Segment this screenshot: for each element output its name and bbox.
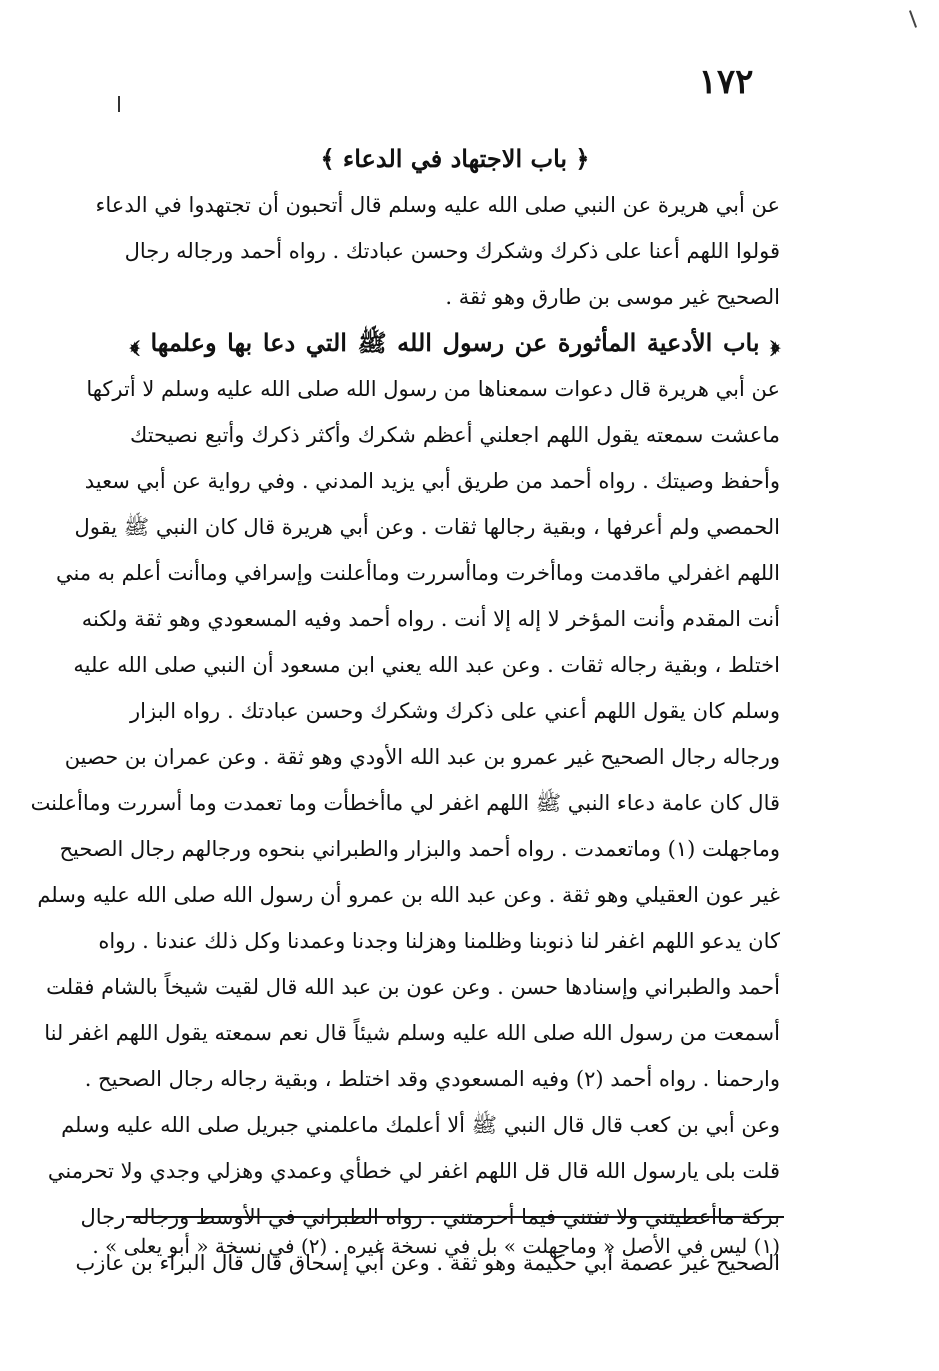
section-heading: ﴿ باب الأدعية المأثورة عن رسول الله ﷺ التي دعا بها وعلمها ﴾ [130,328,780,357]
text-line: أحمد والطبراني وإسنادها حسن . وعن عون بن عبد الله قال لقيت شيخاً بالشام فقلت [46,975,780,999]
footnote-divider [126,1216,784,1218]
text-line: وسلم كان يقول اللهم أعني على ذكرك وشكرك وحسن عبادتك . رواه البزار [130,699,780,723]
text-line: أسمعت من رسول الله صلى الله عليه وسلم شيئاً قال نعم سمعته يقول اللهم اغفر لنا [44,1021,780,1045]
text-line: ورجاله رجال الصحيح غير عمرو بن عبد الله الأودي وهو ثقة . وعن عمران بن حصين [64,745,780,769]
text-line: اللهم اغفرلي ماقدمت وماأخرت وماأسررت وماأعلنت وإسرافي وماأنت أعلم به مني [56,561,780,585]
text-line: عن أبي هريرة عن النبي صلى الله عليه وسلم قال أتحبون أن تجتهدوا في الدعاء [95,193,780,217]
text-line: غير عون العقيلي وهو ثقة . وعن عبد الله بن عمرو أن رسول الله صلى الله عليه وسلم [37,883,780,907]
text-line: وعن أبي بن كعب قال قال النبي ﷺ ألا أعلمك ماعلمني جبريل صلى الله عليه وسلم [61,1113,780,1137]
text-line: الصحيح غير موسى بن طارق وهو ثقة . [445,285,780,309]
text-line: وماجهلت (١) وماتعمدت . رواه أحمد والبزار والطبراني بنحوه ورجالهم رجال الصحيح [59,837,780,861]
footnote: (١) ليس في الأصل « وماجهلت » بل في نسخة غيره . (٢) في نسخة « أبو يعلى » . [92,1234,780,1258]
text-line: عن أبي هريرة قال دعوات سمعناها من رسول الله صلى الله عليه وسلم لا أتركها [86,377,780,401]
page-number: ١٧٢ [698,62,754,102]
text-line: قال كان عامة دعاء النبي ﷺ اللهم اغفر لي ماأخطأت وما تعمدت وما أسررت وماأعلنت [30,791,780,815]
text-line: وارحمنا . رواه أحمد (٢) وفيه المسعودي وقد اختلط ، وبقية رجاله رجال الصحيح . [84,1067,780,1091]
scan-artifact [118,96,120,112]
text-line: قلت بلى يارسول الله قال قل اللهم اغفر لي خطأي وعمدي وهزلي وجدي ولا تحرمني [47,1159,780,1183]
scan-artifact [909,10,917,28]
main-text [30,136,780,1286]
text-line: بركة ماأعطيتني ولا تفتني فيما أحرمتني . رواه الطبراني في الأوسط ورجاله رجال [80,1205,780,1229]
text-line: ماعشت سمعته يقول اللهم اجعلني أعظم شكرك وأكثر ذكرك وأتبع نصيحتك [130,423,780,447]
text-line: الحمصي ولم أعرفها ، وبقية رجالها ثقات . وعن أبي هريرة قال كان النبي ﷺ يقول [74,515,780,539]
section-heading: ﴿ باب الاجتهاد في الدعاء ﴾ [320,144,590,173]
text-line: أنت المقدم وأنت المؤخر لا إله إلا أنت . رواه أحمد وفيه المسعودي وهو ثقة ولكنه [81,607,780,631]
text-line: كان يدعو اللهم اغفر لنا ذنوبنا وظلمنا وهزلنا وجدنا وعمدنا وكل ذلك عندنا . رواه [98,929,780,953]
text-line: اختلط ، وبقية رجاله ثقات . وعن عبد الله يعني ابن مسعود أن النبي صلى الله عليه [73,653,780,677]
text-line: وأحفظ وصيتك . رواه أحمد من طريق أبي يزيد المدني . وفي رواية عن أبي سعيد [84,469,780,493]
text-line: قولوا اللهم أعنا على ذكرك وشكرك وحسن عبادتك . رواه أحمد ورجاله رجال [124,239,780,263]
text-line: الصحيح غير عصمة أبي حكيمة وهو ثقة . وعن أبي إسحاق قال قال البراء بن عازب [75,1251,780,1275]
